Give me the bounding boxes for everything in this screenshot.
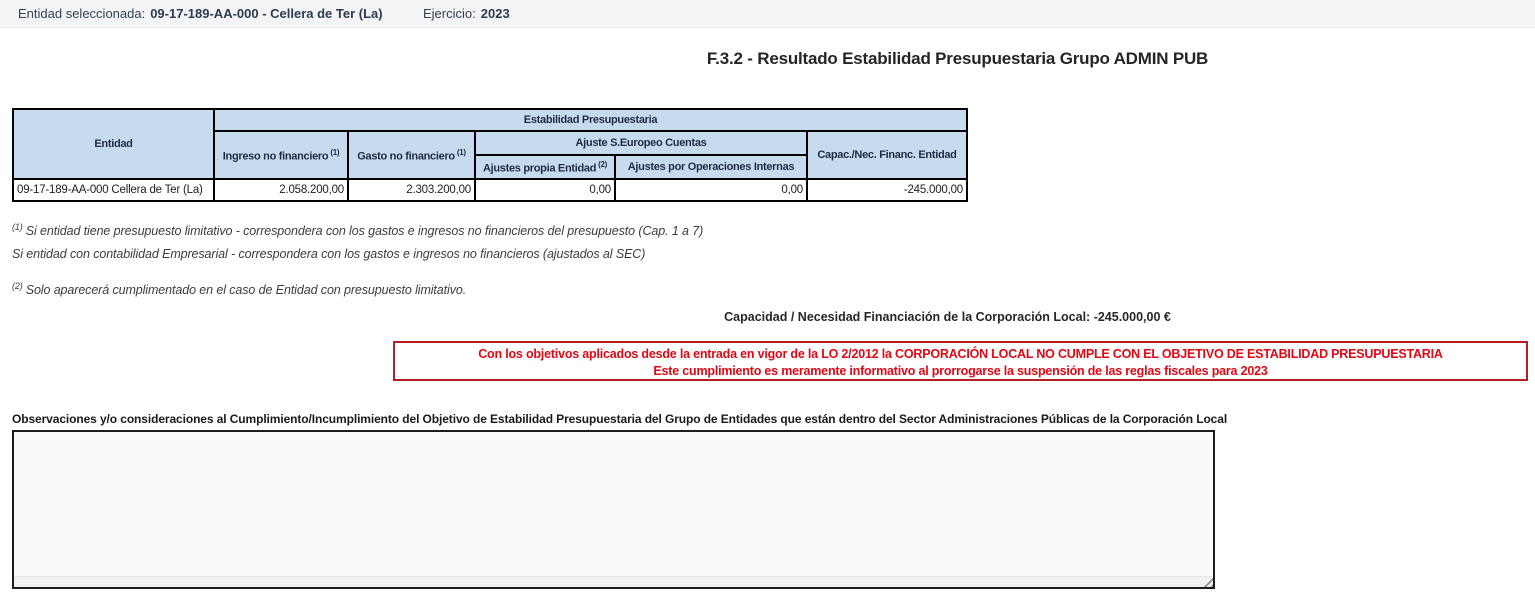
selected-exercise (423, 0, 510, 28)
capacity-summary: Capacidad / Necesidad Financiación de la Corporación Local: -245.000,00 € (724, 310, 1171, 324)
compliance-alert-line1: Con los objetivos aplicados desde la entrada en vigor de la LO 2/2012 la CORPORACIÓN LOCAL NO CUMPLE CON EL OBJETIVO DE ESTABILIDAD PRESUPUESTARIA (478, 347, 1443, 361)
footnote-1b-text: Si entidad con contabilidad Empresarial - correspondera con los gastos e ingresos no financieros (ajustados al SEC) (12, 247, 646, 262)
col-header-adj-own-text: Ajustes propia Entidad (482, 162, 597, 175)
compliance-alert (393, 341, 1528, 381)
col-header-group-adjustments: Ajuste S.Europeo Cuentas (475, 131, 807, 155)
compliance-alert-line2: Este cumplimiento es meramente informativo al prorrogarse la suspensión de las reglas fiscales para 2023 (653, 363, 1268, 378)
adj-own-footnote-ref: (2) (598, 159, 608, 169)
footnote-2 (12, 275, 703, 302)
cell-expense: 2.303.200,00 (348, 179, 475, 201)
observations-textarea[interactable] (14, 432, 1213, 587)
entity-value: 09-17-189-AA-000 - Cellera de Ter (La) (150, 6, 383, 21)
cell-adj-internal: 0,00 (615, 179, 807, 201)
footnote-2-marker: (2) (12, 281, 23, 292)
table-row (13, 179, 967, 201)
col-header-adj-own (475, 155, 615, 179)
footnote-1a-text: Si entidad tiene presupuesto limitativo - correspondera con los gastos e ingresos no financieros del presupuesto (Cap. 1 a 7) (25, 224, 704, 239)
observations-field-container (12, 430, 1215, 589)
page-title: F.3.2 - Resultado Estabilidad Presupuestaria Grupo ADMIN PUB (706, 49, 1209, 68)
exercise-label: Ejercicio: (423, 6, 476, 21)
entity-label: Entidad seleccionada: (18, 6, 146, 21)
col-header-income (214, 131, 348, 179)
cell-adj-own: 0,00 (475, 179, 615, 201)
col-header-adj-internal: Ajustes por Operaciones Internas (615, 155, 807, 179)
observations-label: Observaciones y/o consideraciones al Cumplimiento/Incumplimiento del Objetivo de Estabilidad Presupuestaria del Grupo de Entidades que están dentro del Sector Administraciones Públicas de la Corporación Local (12, 412, 1228, 426)
entity-selector-bar (0, 0, 1535, 28)
col-header-expense (348, 131, 475, 179)
selected-entity (18, 0, 383, 28)
results-table-container (12, 108, 968, 202)
expense-footnote-ref: (1) (456, 147, 466, 157)
footnotes (12, 216, 703, 302)
cell-capacity: -245.000,00 (807, 179, 967, 201)
footnote-2-text: Solo aparecerá cumplimentado en el caso de Entidad con presupuesto limitativo. (25, 283, 467, 298)
footnote-1a (12, 216, 703, 243)
col-header-entity: Entidad (13, 109, 214, 179)
footnote-1-marker: (1) (12, 222, 23, 232)
cell-income: 2.058.200,00 (214, 179, 348, 201)
footnote-1b (12, 243, 703, 266)
col-header-capacity: Capac./Nec. Financ. Entidad (807, 131, 967, 179)
cell-entity: 09-17-189-AA-000 Cellera de Ter (La) (13, 179, 214, 201)
exercise-value: 2023 (480, 6, 510, 21)
col-header-income-text: Ingreso no financiero (222, 150, 329, 163)
income-footnote-ref: (1) (330, 147, 340, 157)
col-header-group-estabilidad: Estabilidad Presupuestaria (214, 109, 967, 131)
results-table (12, 108, 968, 202)
col-header-expense-text: Gasto no financiero (357, 150, 455, 163)
